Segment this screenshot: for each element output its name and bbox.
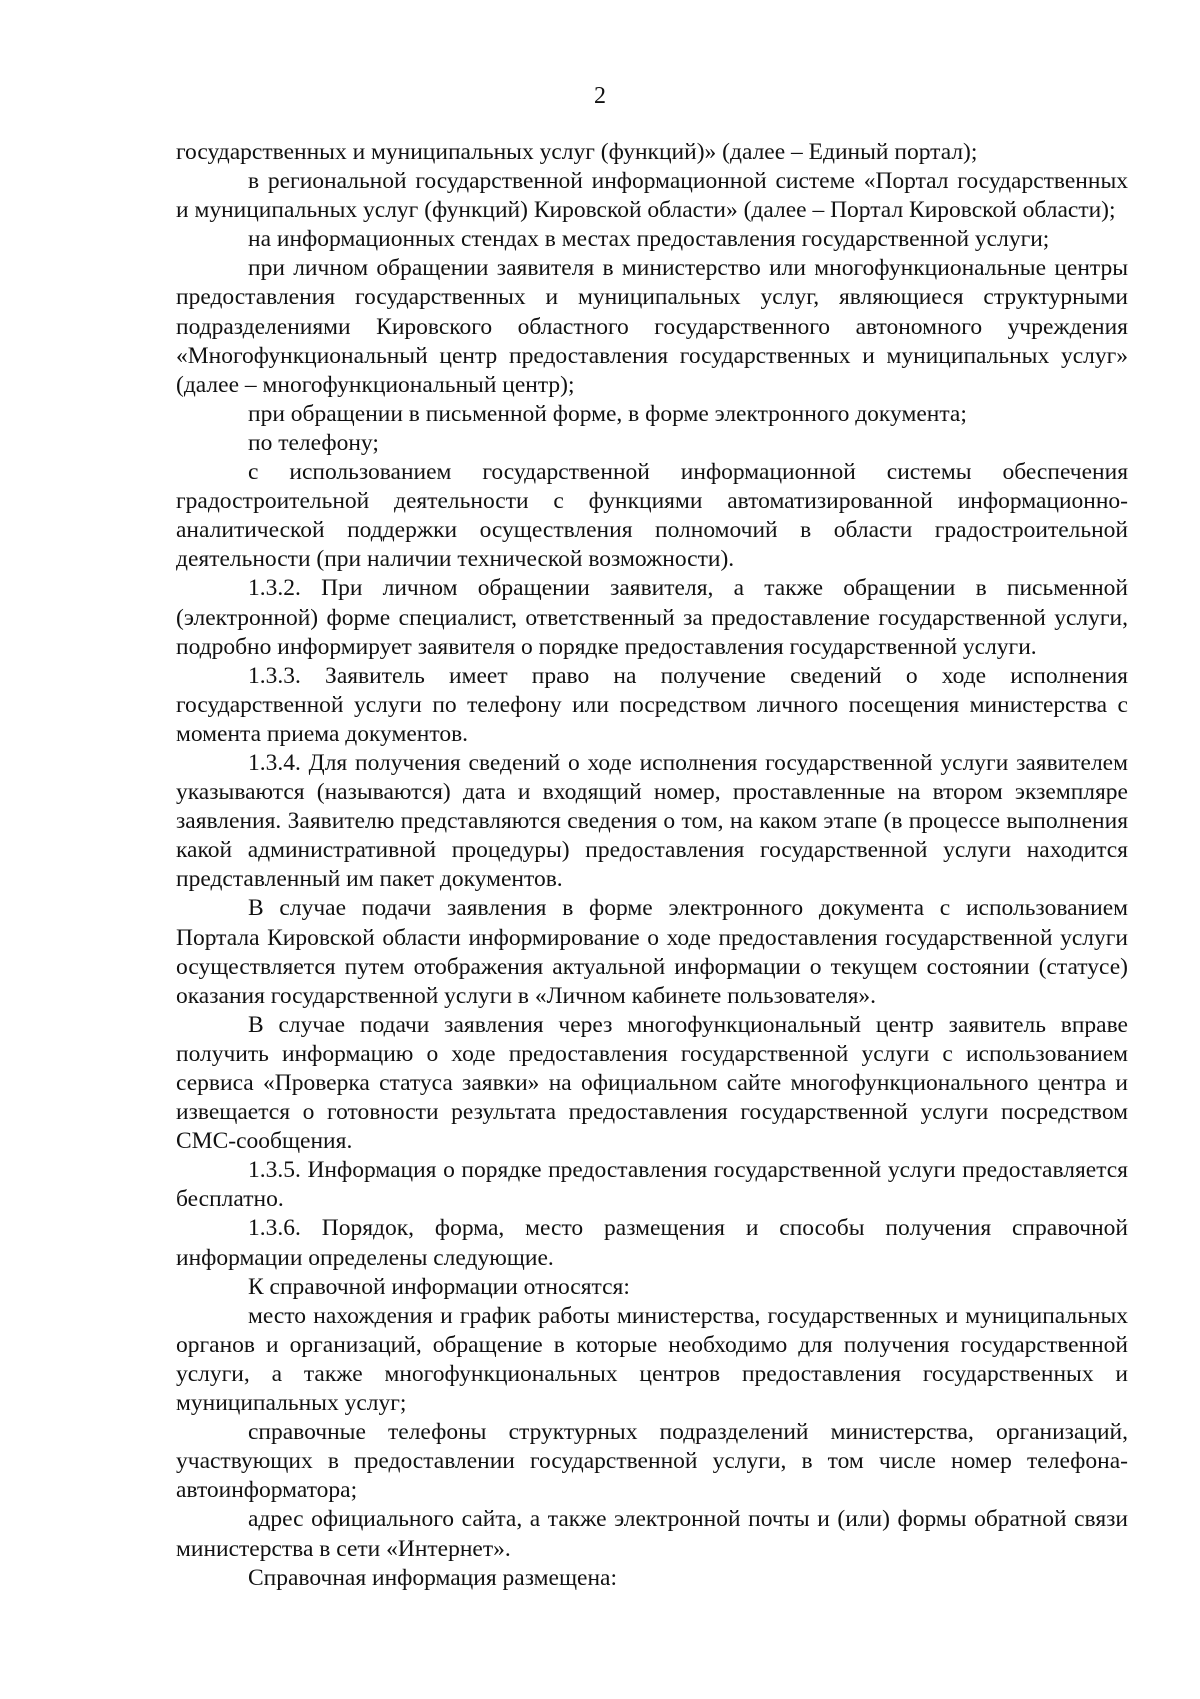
paragraph: К справочной информации относятся: [248, 1273, 630, 1300]
paragraph: при личном обращении заявителя в министерство или многофункциональные центры предоставления государственных и муниципальных услуг, являющиеся структурными подразделениями Кировского областного государственного автономного учреждения «Многофункциональный центр предоставления государственных и муниципальных услуг» (далее – многофункциональный центр); [176, 255, 1128, 398]
paragraph: при обращении в письменной форме, в форме электронного документа; [248, 400, 967, 427]
paragraph: 1.3.3. Заявитель имеет право на получение сведений о ходе исполнения государственной услуги по телефону или посредством личного посещения министерства с момента приема документов. [176, 662, 1128, 747]
paragraph: 1.3.2. При личном обращении заявителя, а также обращении в письменной (электронной) форме специалист, ответственный за предоставление государственной услуги, подробно информирует заявителя о порядке предоставления государственной услуги. [176, 575, 1128, 660]
paragraph: Справочная информация размещена: [248, 1564, 618, 1591]
document-body [176, 138, 1128, 1593]
paragraph: на информационных стендах в местах предоставления государственной услуги; [248, 226, 1050, 253]
paragraph: 1.3.6. Порядок, форма, место размещения и способы получения справочной информации определены следующие. [176, 1215, 1128, 1271]
paragraph: В случае подачи заявления через многофункциональный центр заявитель вправе получить информацию о ходе предоставления государственной услуги с использованием сервиса «Проверка статуса заявки» на официальном сайте многофункционального центра и извещается о готовности результата предоставления государственной услуги посредством СМС-сообщения. [176, 1011, 1128, 1155]
paragraph: 1.3.5. Информация о порядке предоставления государственной услуги предоставляется бесплатно. [176, 1157, 1128, 1213]
paragraph: в региональной государственной информационной системе «Портал государственных и муниципальных услуг (функций) Кировской области» (далее – Портал Кировской области); [176, 168, 1128, 224]
paragraph: место нахождения и график работы министерства, государственных и муниципальных органов и организаций, обращение в которые необходимо для получения государственной услуги, а также многофункциональных центров предоставления государственных и муниципальных услуг; [176, 1302, 1128, 1417]
paragraph: адрес официального сайта, а также электронной почты и (или) формы обратной связи министерства в сети «Интернет». [176, 1506, 1128, 1562]
page-number: 2 [594, 83, 606, 109]
paragraph: В случае подачи заявления в форме электронного документа с использованием Портала Кировской области информирование о ходе предоставления государственной услуги осуществляется путем отображения актуальной информации о текущем состоянии (статусе) оказания государственной услуги в «Личном кабинете пользователя». [176, 895, 1128, 1009]
paragraph: с использованием государственной информационной системы обеспечения градостроительной деятельности с функциями автоматизированной информационно-аналитической поддержки осуществления полномочий в области градостроительной деятельности (при наличии технической возможности). [176, 459, 1128, 573]
paragraph: по телефону; [248, 429, 379, 456]
paragraph: справочные телефоны структурных подразделений министерства, организаций, участвующих в предоставлении государственной услуги, в том числе номер телефона-автоинформатора; [176, 1419, 1128, 1504]
paragraph: государственных и муниципальных услуг (функций)» (далее – Единый портал); [176, 139, 978, 165]
paragraph: 1.3.4. Для получения сведений о ходе исполнения государственной услуги заявителем указываются (называются) дата и входящий номер, проставленные на втором экземпляре заявления. Заявителю представляются сведения о том, на каком этапе (в процессе выполнения какой административной процедуры) предоставления государственной услуги находится представленный им пакет документов. [176, 749, 1128, 893]
